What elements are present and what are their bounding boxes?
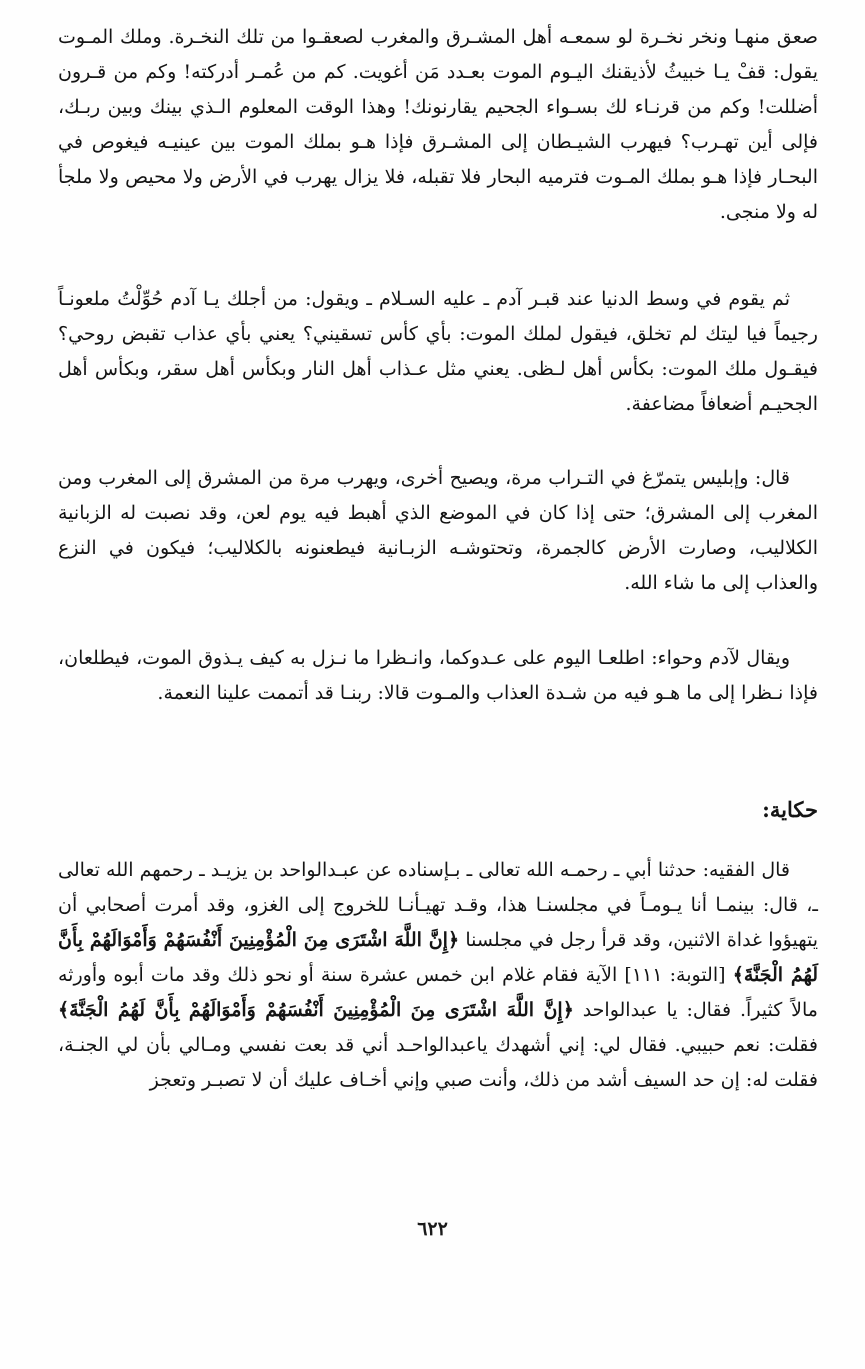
section-heading: حكاية: <box>762 797 818 822</box>
paragraph-5-part-3: فقلت: نعم حبيبي. فقال لي: إني أشهدك ياعبدالواحـد أني قد بعت نفسي ومـالي بأن لي الجنـة، فقلت له: إن حد السيف أشد من ذلك، وأنت صبي وإني أخـاف عليك أن لا تصبـر وتعجز <box>58 1034 818 1091</box>
paragraph-4 <box>58 641 818 711</box>
paragraph-5-part-1: قال الفقيه: حدثنا أبي ـ رحمـه الله تعالى ـ بـإسناده عن عبـدالواحد بن يزيـد ـ رحمهم الله تعالى ـ، قال: بينمـا أنا يـومـاً في مجلسنـا هذا، وقـد تهيـأنـا للخروج إلى الغزو، وقد أمرت أصحابي أن يتهيؤوا غداة الاثنين، وقد قرأ رجل في مجلسنا <box>58 859 819 951</box>
paragraph-3 <box>58 461 818 601</box>
paragraph-2-text: ثم يقوم في وسط الدنيا عند قبـر آدم ـ عليه السـلام ـ ويقول: من أجلك يـا آدم حُوِّلْتُ ملعونـاً رجيماً فيا ليتك لم تخلق، فيقول لملك الموت: بأي كأس تسقيني؟ يعني بأي عذاب تقبض روحي؟ فيقـول ملك الموت: بكأس أهل لـظى. يعني مثل عـذاب أهل النار وبكأس أهل سقر، وبكأس أهل الجحيـم أضعافاً مضاعفة. <box>58 288 818 415</box>
page-number: ٦٢٢ <box>417 1218 448 1240</box>
paragraph-5 <box>58 853 818 1098</box>
paragraph-5-part-2: [التوبة: ١١١] الآية فقام غلام ابن خمس عشرة سنة أو نحو ذلك وقد مات أبوه وأورثه مالاً كثيراً. فقال: يا عبدالواحد <box>58 964 818 1021</box>
paragraph-1 <box>58 20 818 230</box>
paragraph-2 <box>58 282 818 422</box>
paragraph-4-text: ويقال لآدم وحواء: اطلعـا اليوم على عـدوكما، وانـظرا ما نـزل به كيف يـذوق الموت، فيطلعان، فإذا نـظرا إلى ما هـو فيه من شـدة العذاب والمـوت قالا: ربنـا قد أتممت علينا النعمة. <box>58 647 818 704</box>
paragraph-3-text: قال: وإبليس يتمرّغ في التـراب مرة، ويصيح أخرى، ويهرب مرة من المشرق إلى المغرب ومن المغرب إلى المشرق؛ حتى إذا كان في الموضع الذي أهبط فيه يوم لعن، وقد نصبت له الزبانية الكلاليب، وصارت الأرض كالجمرة، وتحتوشـه الزبـانية فيطعنونه بالكلاليب؛ فيكون في النزع والعذاب إلى ما شاء الله. <box>58 467 818 594</box>
paragraph-5-text <box>58 853 818 1098</box>
quran-verse-1: ﴿إِنَّ اللَّهَ اشْتَرَى مِنَ الْمُؤْمِنِينَ أَنْفُسَهُمْ وَأَمْوَالَهُمْ بِأَنَّ لَهُمُ الْجَنَّةَ﴾ <box>58 929 819 986</box>
quran-verse-2: ﴿إِنَّ اللَّهَ اشْتَرَى مِنَ الْمُؤْمِنِينَ أَنْفُسَهُمْ وَأَمْوَالَهُمْ بِأَنَّ لَهُمُ الْجَنَّةَ﴾ <box>58 999 574 1021</box>
paragraph-1-text: صعق منهـا ونخر نخـرة لو سمعـه أهل المشـرق والمغرب لصعقـوا من تلك النخـرة. وملك المـوت يقول: قفْ يـا خبيثُ لأذيقنك اليـوم الموت بعـدد مَن أغويت. كم من عُمـر أدركته! وكم من قـرون أضللت! وكم من قرنـاء لك بسـواء الجحيم يقارنونك! وهذا الوقت المعلوم الـذي بينك وبين ربـك، فإلى أين تهـرب؟ فيهرب الشيـطان إلى المشـرق فإذا هـو بملك الموت بين عينيـه فيغوص في البحـار فإذا هـو بملك المـوت فترميه البحار فلا تقبله، فلا يزال يهرب في الأرض ولا محيص ولا ملجأ له ولا منجى. <box>58 26 818 223</box>
